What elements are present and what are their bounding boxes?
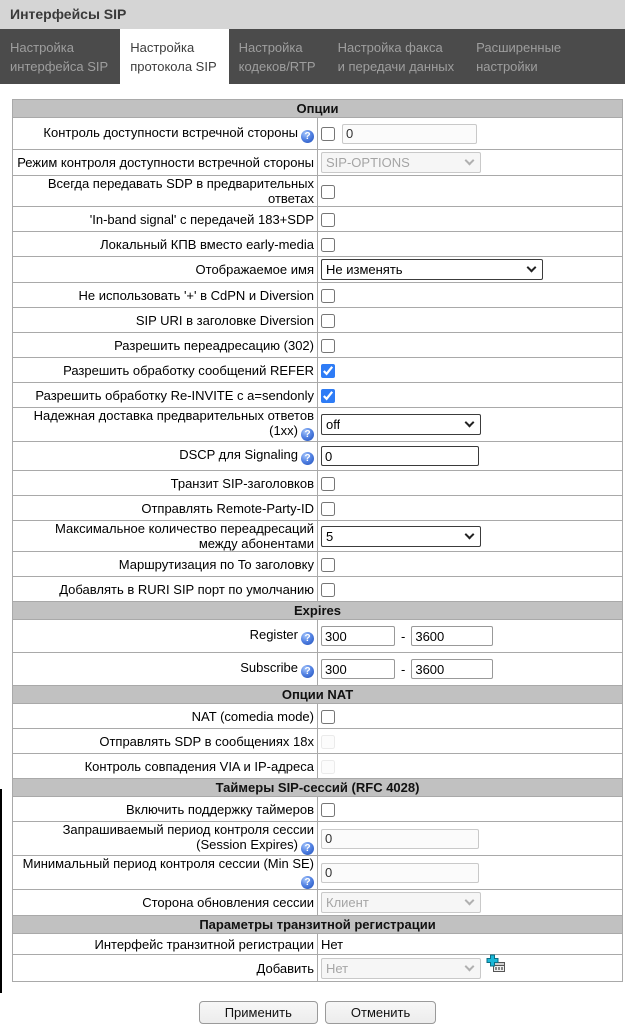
table-row — [13, 729, 623, 754]
tab-codecs-rtp-settings[interactable] — [229, 29, 328, 84]
row-label-cell — [13, 308, 318, 333]
row-control-cell — [318, 822, 623, 856]
row-label-cell — [13, 754, 318, 779]
row-label: Добавить — [256, 960, 314, 976]
table-row — [13, 934, 623, 955]
select[interactable] — [321, 259, 543, 280]
table-row — [13, 653, 623, 686]
select-value: Клиент — [326, 895, 369, 910]
row-label-cell — [13, 653, 318, 686]
settings-table-body — [13, 100, 623, 982]
row-label: Отправлять Remote-Party-ID — [141, 500, 314, 516]
help-icon[interactable]: ? — [301, 428, 314, 441]
tab-label-line: Настройка — [10, 40, 74, 55]
row-label: Сторона обновления сессии — [142, 895, 314, 910]
row-control-cell — [318, 471, 623, 496]
tab-advanced-settings[interactable] — [466, 29, 573, 84]
row-label-cell — [13, 408, 318, 442]
row-label: Режим контроля доступности встречной стороны — [17, 155, 314, 170]
row-label-cell — [13, 552, 318, 577]
table-row — [13, 471, 623, 496]
row-label: Надежная доставка предварительных ответов (1xx) — [33, 408, 314, 438]
checkbox[interactable] — [321, 710, 335, 724]
checkbox[interactable] — [321, 477, 335, 491]
row-label: Контроль совпадения VIA и IP-адреса — [84, 758, 314, 774]
row-label: Добавлять в RURI SIP порт по умолчанию — [59, 581, 314, 597]
row-label: DSCP для Signaling — [179, 447, 298, 462]
select-value: Нет — [326, 960, 349, 976]
text-input — [321, 863, 479, 883]
table-row — [13, 257, 623, 283]
select[interactable] — [321, 526, 481, 547]
row-label-cell — [13, 383, 318, 408]
checkbox[interactable] — [321, 583, 335, 597]
row-control-cell — [318, 358, 623, 383]
table-row — [13, 754, 623, 779]
table-row — [13, 704, 623, 729]
table-row — [13, 308, 623, 333]
chevron-down-icon — [465, 896, 475, 906]
row-label: Максимальное количество переадресаций между абонентами — [55, 521, 314, 551]
table-row — [13, 856, 623, 890]
row-control-cell — [318, 176, 623, 207]
checkbox[interactable] — [321, 238, 335, 252]
form-actions — [12, 1001, 623, 1024]
table-row — [13, 383, 623, 408]
help-icon[interactable]: ? — [301, 876, 314, 889]
select-value: off — [326, 417, 341, 432]
row-control-cell — [318, 704, 623, 729]
page-title: Интерфейсы SIP — [0, 0, 625, 29]
table-row — [13, 620, 623, 653]
checkbox[interactable] — [321, 803, 335, 817]
select-value: 5 — [326, 528, 334, 544]
checkbox[interactable] — [321, 364, 335, 378]
row-label-cell — [13, 704, 318, 729]
chevron-down-icon — [465, 529, 475, 539]
help-icon[interactable]: ? — [301, 665, 314, 678]
row-label-cell — [13, 283, 318, 308]
row-label-cell — [13, 797, 318, 822]
row-label: Включить поддержку таймеров — [125, 801, 314, 817]
tab-label-line: Настройка факса — [337, 40, 443, 55]
select-value: Не изменять — [326, 262, 403, 277]
row-control-cell — [318, 232, 623, 257]
help-icon[interactable]: ? — [301, 130, 314, 143]
chevron-down-icon — [465, 418, 475, 428]
static-value: Нет — [321, 936, 344, 952]
range-separator: - — [401, 661, 406, 677]
row-control-cell — [318, 521, 623, 552]
table-row — [13, 442, 623, 471]
text-input — [342, 124, 477, 144]
row-label: Отправлять SDP в сообщениях 18x — [99, 733, 314, 749]
select[interactable] — [321, 414, 481, 435]
checkbox — [321, 735, 335, 749]
row-control-cell — [318, 283, 623, 308]
table-row — [13, 150, 623, 176]
checkbox[interactable] — [321, 502, 335, 516]
table-row — [13, 176, 623, 207]
select-value: SIP-OPTIONS — [326, 155, 410, 170]
table-row — [13, 118, 623, 150]
table-row — [13, 408, 623, 442]
chevron-down-icon — [465, 961, 475, 971]
row-control-cell — [318, 620, 623, 653]
left-edge-artifact-line — [0, 789, 2, 993]
row-label-cell — [13, 471, 318, 496]
row-control-cell — [318, 207, 623, 232]
table-row — [13, 207, 623, 232]
checkbox[interactable] — [321, 389, 335, 403]
row-control-cell — [318, 496, 623, 521]
table-row — [13, 552, 623, 577]
row-label-cell — [13, 232, 318, 257]
table-row — [13, 577, 623, 602]
row-label-cell — [13, 257, 318, 283]
row-label-cell — [13, 521, 318, 552]
tab-fax-data-settings[interactable] — [328, 29, 467, 84]
checkbox[interactable] — [321, 127, 335, 141]
section-header: Expires — [13, 602, 623, 620]
tab-label-line: интерфейса SIP — [10, 59, 109, 74]
tab-bar — [0, 29, 625, 84]
row-control-cell — [318, 118, 623, 150]
row-label: 'In-band signal' с передачей 183+SDP — [89, 211, 314, 227]
tab-label-line: Настройка — [238, 40, 303, 55]
help-icon[interactable]: ? — [301, 842, 314, 855]
row-label: Subscribe — [240, 660, 298, 675]
row-label: Не использовать '+' в CdPN и Diversion — [78, 287, 314, 303]
tab-label-line: и передачи данных — [337, 59, 455, 74]
row-control-cell — [318, 333, 623, 358]
table-row — [13, 521, 623, 552]
row-label-cell — [13, 442, 318, 471]
cancel-button[interactable]: Отменить — [325, 1001, 436, 1024]
checkbox[interactable] — [321, 314, 335, 328]
row-label-cell — [13, 934, 318, 955]
tab-label-line: Настройка — [130, 40, 195, 55]
row-label: Интерфейс транзитной регистрации — [94, 936, 314, 952]
select — [321, 152, 481, 173]
select — [321, 958, 481, 979]
row-label: Маршрутизация по To заголовку — [118, 556, 314, 572]
row-label-cell — [13, 890, 318, 916]
table-row — [13, 333, 623, 358]
row-label: Всегда передавать SDP в предварительных ответах — [47, 176, 314, 206]
row-label-cell — [13, 207, 318, 232]
table-row — [13, 283, 623, 308]
row-control-cell — [318, 577, 623, 602]
row-control-cell — [318, 408, 623, 442]
text-input[interactable] — [321, 446, 479, 466]
table-row — [13, 358, 623, 383]
section-header: Опции — [13, 100, 623, 118]
row-control-cell — [318, 653, 623, 686]
row-control-cell — [318, 552, 623, 577]
select — [321, 892, 481, 913]
row-label: Разрешить обработку сообщений REFER — [63, 362, 314, 378]
range-separator: - — [401, 628, 406, 644]
tab-sip-protocol-settings[interactable] — [120, 29, 228, 84]
row-control-cell — [318, 754, 623, 779]
row-label: SIP URI в заголовке Diversion — [135, 312, 314, 328]
row-label: Разрешить переадресацию (302) — [114, 337, 314, 353]
row-control-cell — [318, 890, 623, 916]
apply-button[interactable]: Применить — [199, 1001, 318, 1024]
table-row — [13, 955, 623, 982]
row-label: Отображаемое имя — [195, 262, 314, 277]
row-control-cell — [318, 934, 623, 955]
row-label-cell — [13, 822, 318, 856]
row-label: Минимальный период контроля сессии (Min SE) — [22, 856, 314, 871]
row-label-cell — [13, 176, 318, 207]
table-row — [13, 232, 623, 257]
row-label-cell — [13, 118, 318, 150]
tab-label-line: Расширенные — [476, 40, 562, 55]
row-label-cell — [13, 150, 318, 176]
chevron-down-icon — [527, 263, 537, 273]
row-label-cell — [13, 620, 318, 653]
checkbox[interactable] — [321, 339, 335, 353]
section-header: Параметры транзитной регистрации — [13, 916, 623, 934]
row-label-cell — [13, 856, 318, 890]
row-label-cell — [13, 333, 318, 358]
text-input[interactable] — [411, 626, 493, 646]
row-label-cell — [13, 729, 318, 754]
row-label-cell — [13, 955, 318, 982]
row-label: Контроль доступности встречной стороны — [43, 124, 298, 140]
tab-sip-interface-settings[interactable] — [0, 29, 120, 84]
text-input[interactable] — [321, 659, 395, 679]
table-row — [13, 797, 623, 822]
tab-label-line: настройки — [476, 59, 538, 74]
row-label: NAT (comedia mode) — [191, 708, 314, 724]
row-control-cell — [318, 797, 623, 822]
text-input[interactable] — [411, 659, 493, 679]
table-row — [13, 822, 623, 856]
section-header: Опции NAT — [13, 686, 623, 704]
chevron-down-icon — [465, 156, 475, 166]
row-label-cell — [13, 496, 318, 521]
checkbox — [321, 760, 335, 774]
table-row — [13, 890, 623, 916]
add-record-icon[interactable] — [486, 954, 506, 976]
row-control-cell — [318, 729, 623, 754]
row-control-cell — [318, 257, 623, 283]
row-label-cell — [13, 577, 318, 602]
tab-label-line: кодеков/RTP — [238, 59, 316, 74]
row-control-cell — [318, 150, 623, 176]
tab-label-line: протокола SIP — [130, 59, 217, 74]
table-row — [13, 496, 623, 521]
help-icon[interactable]: ? — [301, 452, 314, 465]
checkbox[interactable] — [321, 185, 335, 199]
row-control-cell — [318, 308, 623, 333]
row-label: Локальный КПВ вместо early-media — [100, 236, 314, 252]
section-header: Таймеры SIP-сессий (RFC 4028) — [13, 779, 623, 797]
text-input — [321, 829, 479, 849]
checkbox[interactable] — [321, 213, 335, 227]
row-control-cell — [318, 856, 623, 890]
text-input[interactable] — [321, 626, 395, 646]
row-control-cell — [318, 383, 623, 408]
checkbox[interactable] — [321, 289, 335, 303]
help-icon[interactable]: ? — [301, 632, 314, 645]
row-control-cell — [318, 442, 623, 471]
checkbox[interactable] — [321, 558, 335, 572]
row-label: Запрашиваемый период контроля сессии (Session Expires) — [62, 822, 314, 852]
row-control-cell — [318, 955, 623, 982]
row-label: Разрешить обработку Re-INVITE с a=sendonly — [35, 387, 314, 403]
row-label: Register — [249, 627, 298, 642]
row-label-cell — [13, 358, 318, 383]
settings-table — [12, 99, 623, 982]
row-label: Транзит SIP-заголовков — [170, 475, 314, 491]
